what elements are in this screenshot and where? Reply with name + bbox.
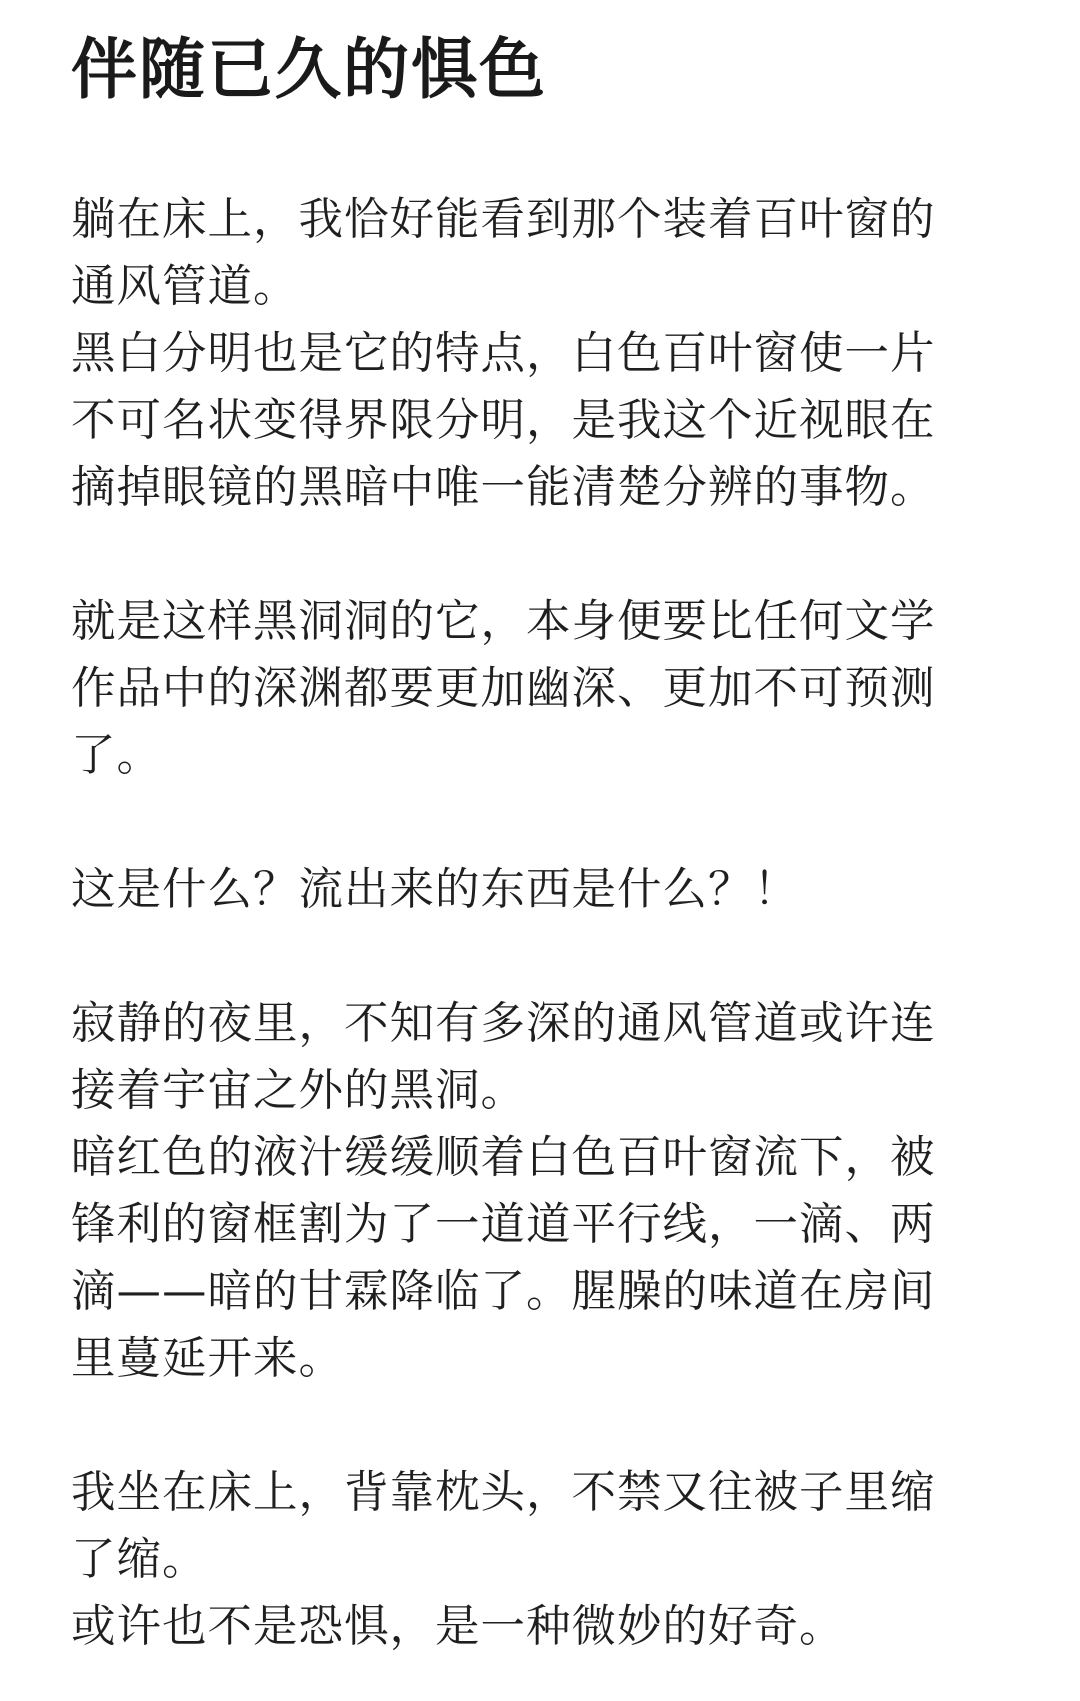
text-line: 了。 — [71, 730, 163, 781]
paragraph-2 — [71, 588, 1016, 789]
paragraph-5 — [71, 1459, 1016, 1660]
paragraph-4 — [71, 990, 1016, 1392]
text-line: 滴——暗的甘霖降临了。腥臊的味道在房间 — [71, 1266, 936, 1317]
text-line: 躺在床上，我恰好能看到那个装着百叶窗的 — [71, 194, 936, 245]
paragraph-1 — [71, 186, 1016, 521]
text-line: 或许也不是恐惧，是一种微妙的好奇。 — [71, 1601, 845, 1652]
text-line: 寂静的夜里，不知有多深的通风管道或许连 — [71, 998, 936, 1049]
text-line: 就是这样黑洞洞的它，本身便要比任何文学 — [71, 596, 936, 647]
text-line: 接着宇宙之外的黑洞。 — [71, 1065, 527, 1116]
article — [71, 26, 1016, 1686]
text-line: 这是什么？流出来的东西是什么？！ — [71, 864, 800, 915]
paragraph-3 — [71, 856, 1016, 923]
text-line: 暗红色的液汁缓缓顺着白色百叶窗流下，被 — [71, 1132, 936, 1183]
text-line: 了缩。 — [71, 1534, 208, 1585]
article-body — [71, 186, 1016, 1660]
text-line: 我坐在床上，背靠枕头，不禁又往被子里缩 — [71, 1467, 936, 1518]
text-line: 不可名状变得界限分明，是我这个近视眼在 — [71, 395, 936, 446]
text-line: 里蔓延开来。 — [71, 1333, 345, 1384]
text-line: 锋利的窗框割为了一道道平行线，一滴、两 — [71, 1199, 936, 1250]
text-line: 黑白分明也是它的特点，白色百叶窗使一片 — [71, 328, 936, 379]
article-title: 伴随已久的惧色 — [71, 31, 547, 108]
text-line: 通风管道。 — [71, 261, 299, 312]
text-line: 摘掉眼镜的黑暗中唯一能清楚分辨的事物。 — [71, 462, 936, 513]
text-line: 作品中的深渊都要更加幽深、更加不可预测 — [71, 663, 936, 714]
